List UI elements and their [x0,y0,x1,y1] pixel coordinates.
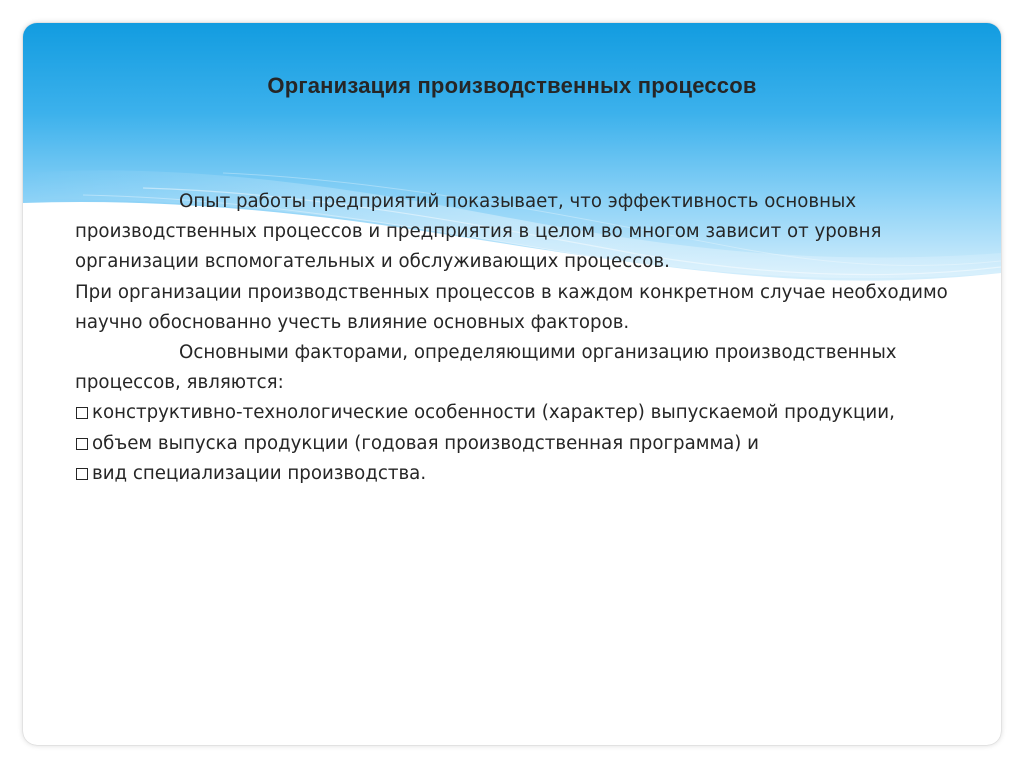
paragraph-1-text: Опыт работы предприятий показывает, что эффективность основных производственных процессов и предприятия в целом во многом зависит от уровня организации вспомогательных и обслуживающих процессов. [75,191,882,273]
bullet-text: конструктивно-технологические особенности (характер) выпускаемой продукции, [92,402,895,424]
checkbox-bullet-icon [76,407,88,419]
paragraph-3-text: Основными факторами, определяющими организацию производственных процессов, являются: [75,342,897,394]
slide-body [75,187,955,489]
bullet-item [75,429,955,459]
bullet-text: объем выпуска продукции (годовая производственная программа) и [92,432,760,454]
bullet-text: вид специализации производства. [92,462,427,484]
paragraph-1 [75,187,955,278]
paragraph-2: При организации производственных процессов в каждом конкретном случае необходимо научно обоснованно учесть влияние основных факторов. [75,281,948,333]
paragraph-3 [75,338,955,398]
slide-frame [23,23,1001,745]
bullet-item [75,398,955,428]
slide-title: Организация производственных процессов [267,73,757,98]
checkbox-bullet-icon [76,438,88,450]
bullet-item [75,459,955,489]
checkbox-bullet-icon [76,468,88,480]
